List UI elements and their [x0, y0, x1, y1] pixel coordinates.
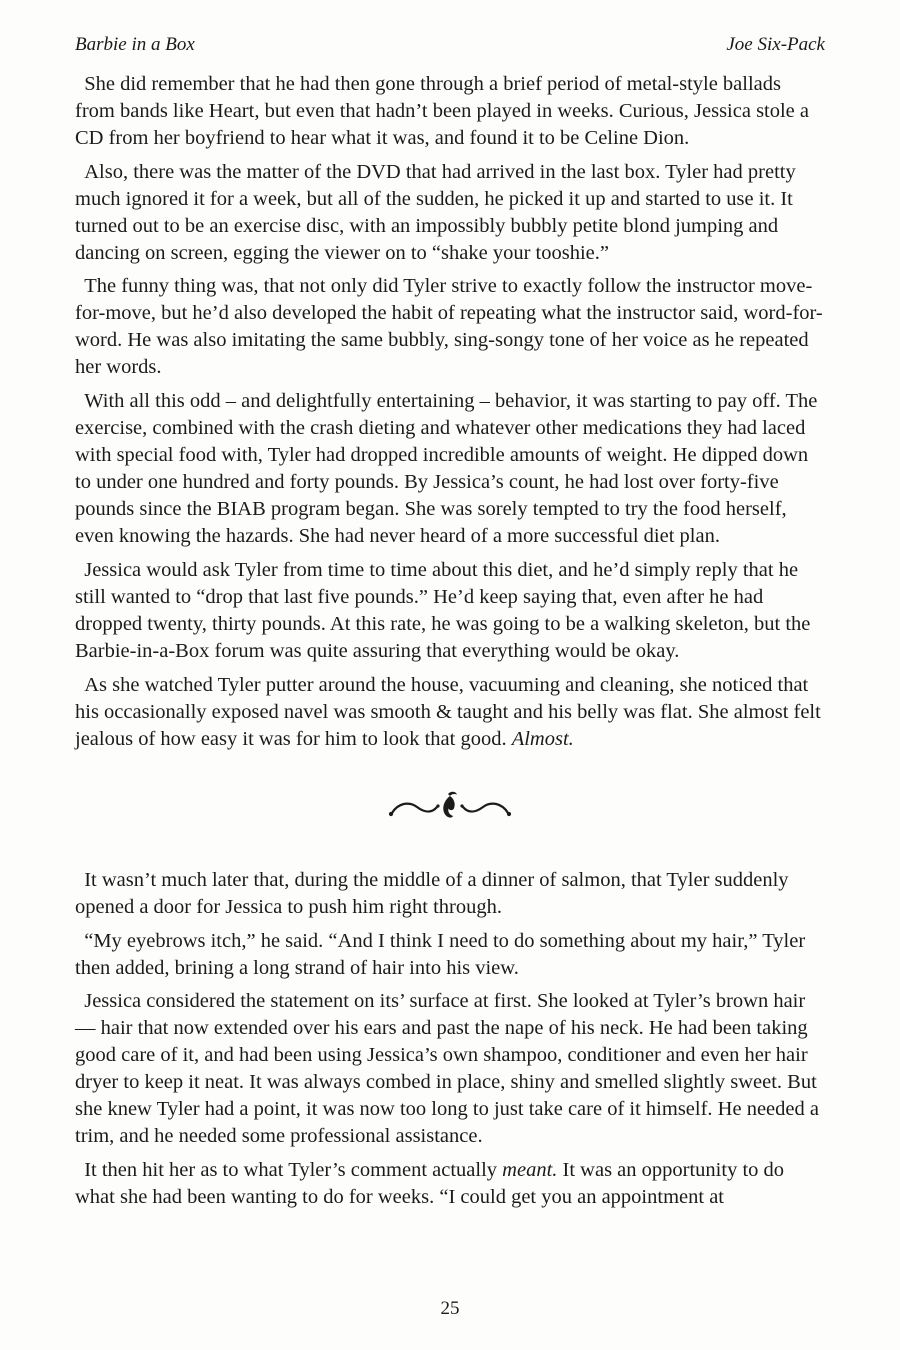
paragraph: [75, 71, 825, 152]
paragraph: [75, 928, 825, 982]
italic-text-run: Almost.: [511, 727, 574, 750]
text-run: It wasn’t much later that, during the middle of a dinner of salmon, that Tyler suddenly opened a door for Jessica to push him right through.: [75, 868, 789, 918]
text-run: Jessica considered the statement on its’ surface at first. She looked at Tyler’s brown hair — hair that now extended over his ears and past the nape of his neck. He had been taking good care of it, and had been using Jessica’s own shampoo, conditioner and even her hair dryer to keep it neat. It was always combed in place, shiny and smelled slightly sweet. But she knew Tyler had a point, it was now too long to just take care of it himself. He needed a trim, and he needed some professional assistance.: [75, 990, 819, 1148]
paragraph: [75, 672, 825, 753]
text-section-1: [75, 71, 825, 753]
text-run: She did remember that he had then gone through a brief period of metal-style ballads from bands like Heart, but even that hadn’t been played in weeks. Curious, Jessica stole a CD from her boyfriend to hear what it was, and found it to be Celine Dion.: [75, 72, 810, 149]
paragraph: [75, 867, 825, 921]
page-number: 25: [440, 1298, 460, 1319]
text-run: It was an opportunity to do what she had been wanting to do for weeks. “I could get you an appointment at: [75, 1159, 785, 1209]
text-run: The funny thing was, that not only did Tyler strive to exactly follow the instructor move-for-move, but he’d also developed the habit of repeating what the instructor said, word-for-word. He was also imitating the same bubbly, sing-songy tone of her voice as he repeated her words.: [75, 275, 823, 379]
text-section-2: [75, 867, 825, 1211]
paragraph: [75, 273, 825, 381]
scene-break-flourish-icon: [384, 787, 516, 827]
text-run: Also, there was the matter of the DVD that had arrived in the last box. Tyler had pretty much ignored it for a week, but all of the sudden, he picked it up and started to use it. It turned out to be an exercise disc, with an impossibly bubbly petite blond jumping and dancing on screen, egging the viewer on to “shake your tooshie.”: [75, 160, 796, 264]
paragraph: [75, 388, 825, 550]
paragraph: [75, 159, 825, 267]
page-footer: [0, 1298, 900, 1320]
running-head-book-title: Barbie in a Box: [75, 34, 195, 55]
text-run: As she watched Tyler putter around the house, vacuuming and cleaning, she noticed that his occasionally exposed navel was smooth & taught and his belly was flat. She almost felt jealous of how easy it was for him to look that good.: [75, 673, 821, 750]
paragraph: [75, 557, 825, 665]
text-run: With all this odd – and delightfully entertaining – behavior, it was starting to pay off. The exercise, combined with the crash dieting and whatever other medications they had laced with special food with, Tyler had dropped incredible amounts of weight. He dipped down to under one hundred and forty pounds. By Jessica’s count, he had lost over forty-five pounds since the BIAB program began. She was sorely tempted to try the food herself, even knowing the hazards. She had never heard of a more successful diet plan.: [75, 390, 818, 548]
paragraph: [75, 988, 825, 1150]
text-run: It then hit her as to what Tyler’s comment actually: [84, 1159, 503, 1182]
running-head-author: Joe Six-Pack: [726, 34, 825, 55]
scene-break: [75, 787, 825, 827]
text-run: Jessica would ask Tyler from time to time about this diet, and he’d simply reply that he still wanted to “drop that last five pounds.” He’d keep saying that, even after he had dropped twenty, thirty pounds. At this rate, he was going to be a walking skeleton, but the Barbie-in-a-Box forum was quite assuring that everything would be okay.: [75, 559, 811, 662]
paragraph: [75, 1157, 825, 1211]
page-body: [75, 71, 825, 1211]
italic-text-run: meant.: [502, 1159, 558, 1182]
running-head: [75, 34, 825, 57]
text-run: “My eyebrows itch,” he said. “And I think I need to do something about my hair,” Tyler then added, brining a long strand of hair into his view.: [75, 929, 806, 979]
